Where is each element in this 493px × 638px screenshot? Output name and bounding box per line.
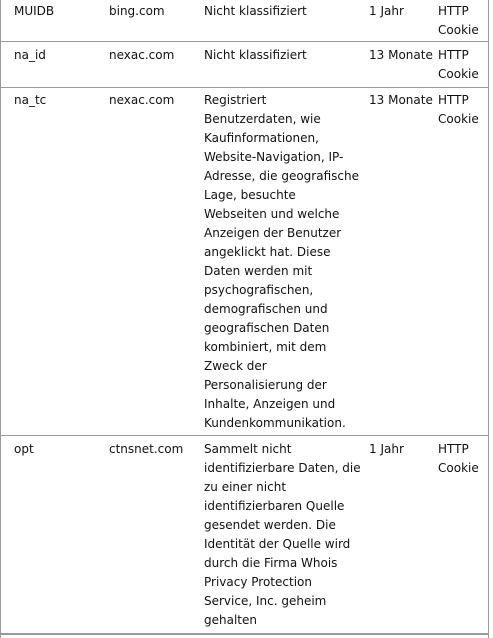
cookie-type — [438, 46, 486, 84]
cookie-purpose — [204, 46, 366, 65]
table-row — [1, 88, 488, 436]
cookie-purpose-line: Nicht klassifiziert — [204, 4, 307, 18]
cookie-type — [438, 2, 486, 40]
cookie-purpose — [204, 2, 366, 21]
cookie-purpose-line: Kaufinformationen, — [204, 131, 319, 145]
cookie-purpose-line: gesendet werden. Die — [204, 518, 336, 532]
cookie-type-line: Cookie — [438, 67, 479, 81]
cookie-name: na_tc — [14, 93, 47, 107]
cookie-purpose-line: Webseiten und welche — [204, 207, 340, 221]
cookie-type-line: Cookie — [438, 461, 479, 475]
cookie-purpose-line: Daten werden mit — [204, 264, 313, 278]
cookie-purpose-line: Kundenkommunikation. — [204, 416, 346, 430]
cookie-type — [438, 91, 486, 129]
cookie-purpose-line: Anzeigen der Benutzer — [204, 226, 342, 240]
cookie-purpose-line: Lage, besuchte — [204, 188, 296, 202]
cookie-purpose — [204, 91, 366, 433]
table-row — [1, 42, 488, 88]
cookie-purpose-line: Adresse, die geografische — [204, 169, 359, 183]
cookie-type-line: Cookie — [438, 112, 479, 126]
cookie-purpose-line: gehalten — [204, 613, 257, 627]
cookie-purpose-line: Privacy Protection — [204, 575, 312, 589]
cookie-purpose-line: identifizierbaren Quelle — [204, 499, 345, 513]
cookie-name: opt — [14, 442, 34, 456]
cookie-type — [438, 440, 486, 478]
cookie-type-line: HTTP — [438, 4, 469, 18]
cookie-name: na_id — [14, 48, 46, 62]
cookie-type-line: HTTP — [438, 442, 469, 456]
cookie-purpose-line: Personalisierung der — [204, 378, 327, 392]
cookie-purpose-line: angeklickt hat. Diese — [204, 245, 331, 259]
cookie-purpose-line: Zweck der — [204, 359, 267, 373]
cookie-expiry: 1 Jahr — [369, 442, 404, 456]
table-row — [1, 436, 488, 634]
cookie-purpose — [204, 440, 366, 630]
cookie-purpose-line: Sammelt nicht — [204, 442, 292, 456]
cookie-expiry: 1 Jahr — [369, 4, 404, 18]
cookie-expiry: 13 Monate — [369, 48, 433, 62]
cookie-type-line: Cookie — [438, 23, 479, 37]
cookie-type-line: HTTP — [438, 93, 469, 107]
table-divider — [1, 634, 488, 638]
cookie-provider: nexac.com — [109, 93, 175, 107]
cookie-purpose-line: psychografischen, — [204, 283, 314, 297]
cookie-purpose-line: Nicht klassifiziert — [204, 48, 307, 62]
cookie-purpose-line: geografischen Daten — [204, 321, 330, 335]
cookie-purpose-line: durch die Firma Whois — [204, 556, 338, 570]
table-row — [1, 0, 488, 42]
cookie-provider: nexac.com — [109, 48, 175, 62]
cookie-purpose-line: kombiniert, mit dem — [204, 340, 327, 354]
cookie-type-line: HTTP — [438, 48, 469, 62]
cookie-purpose-line: Identität der Quelle wird — [204, 537, 351, 551]
cookie-purpose-line: Service, Inc. geheim — [204, 594, 327, 608]
cookie-purpose-line: Website-Navigation, IP- — [204, 150, 344, 164]
cookie-purpose-line: Inhalte, Anzeigen und — [204, 397, 336, 411]
cookie-expiry: 13 Monate — [369, 93, 433, 107]
cookie-provider: ctnsnet.com — [109, 442, 184, 456]
cookie-purpose-line: zu einer nicht — [204, 480, 287, 494]
cookie-purpose-line: identifizierbare Daten, die — [204, 461, 361, 475]
cookie-purpose-line: demografischen und — [204, 302, 328, 316]
cookie-purpose-line: Benutzerdaten, wie — [204, 112, 321, 126]
cookie-name: MUIDB — [14, 4, 55, 18]
cookie-provider: bing.com — [109, 4, 165, 18]
cookie-purpose-line: Registriert — [204, 93, 267, 107]
